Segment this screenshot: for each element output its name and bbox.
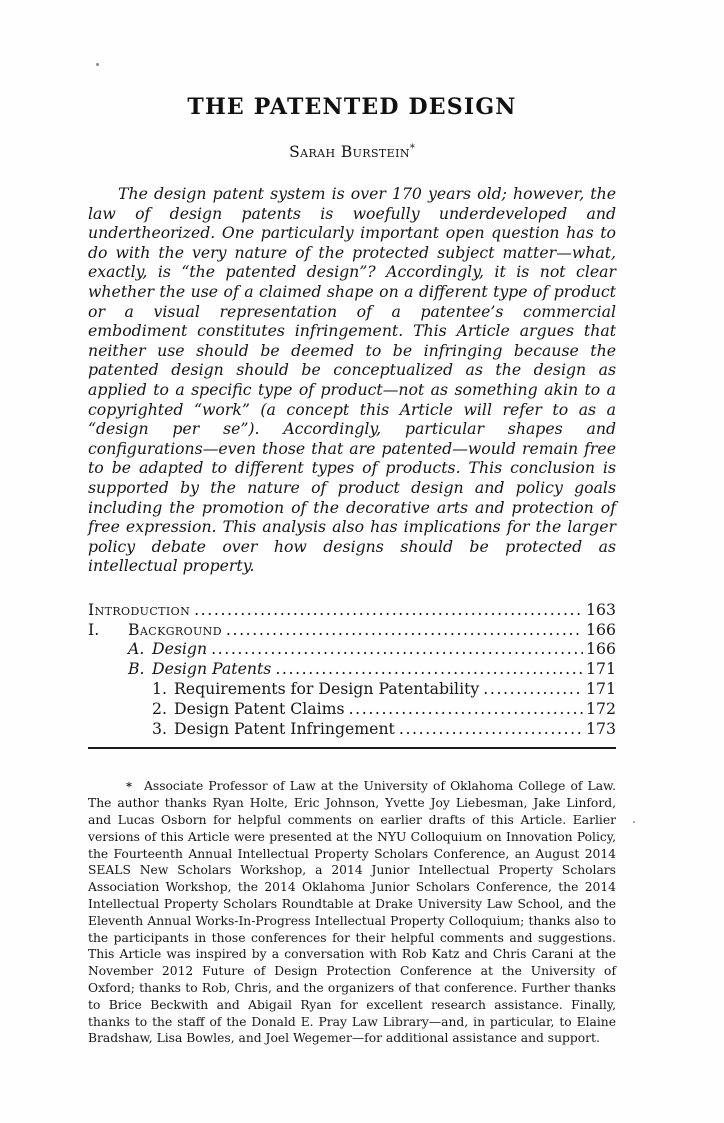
author-name: Sarah Burstein — [289, 143, 410, 161]
toc-entry-requirements — [88, 679, 616, 699]
article-title: THE PATENTED DESIGN — [187, 94, 517, 120]
toc-entry-page: 171 — [586, 679, 616, 699]
table-of-contents — [88, 600, 616, 739]
toc-entry-background — [88, 620, 616, 640]
toc-entry-design — [88, 639, 616, 659]
dot-leader — [399, 719, 583, 739]
toc-entry-number: 1. — [152, 679, 167, 699]
toc-entry-page: 173 — [586, 718, 616, 738]
toc-entry-label: Design Patents — [152, 659, 272, 679]
dot-leader — [211, 639, 583, 659]
toc-entry-number: 2. — [152, 698, 167, 718]
toc-entry-page: 171 — [586, 659, 616, 679]
toc-entry-number: B. — [128, 659, 145, 679]
author-note-symbol: * — [409, 142, 415, 154]
toc-entry-number: I. — [88, 619, 100, 639]
toc-entry-infringement — [88, 719, 616, 739]
footnote-paragraph — [88, 778, 616, 1047]
scan-artifact-dot — [633, 821, 635, 823]
toc-entry-claims — [88, 699, 616, 719]
toc-entry-page: 172 — [586, 698, 616, 718]
dot-leader — [275, 659, 583, 679]
toc-entry-number: A. — [128, 639, 145, 659]
toc-entry-label: Requirements for Design Patentability — [174, 679, 480, 699]
toc-entry-page: 163 — [586, 599, 616, 619]
toc-entry-label: Design Patent Claims — [174, 698, 345, 718]
toc-entry-design-patents — [88, 659, 616, 679]
footnote-text: Associate Professor of Law at the University of Oklahoma College of Law. The author thanks Ryan Holte, Eric Johnson, Yvette Joy Liebesman, Jake Linford, and Lucas Osborn for helpful comments on earlier drafts of this Article. Earlier versions of this Article were presented at the NYU Colloquium on Innovation Policy, the Fourteenth Annual Intellectual Property Scholars Conference, an August 2014 SEALS New Scholars Workshop, a 2014 Junior Intellectual Property Scholars Association Workshop, the 2014 Oklahoma Junior Scholars Conference, the 2014 Intellectual Property Scholars Roundtable at Drake University Law School, and the Eleventh Annual Works-In-Progress Intellectual Property Colloquium; thanks also to the participants in those conferences for their helpful comments and suggestions. This Article was inspired by a conversation with Rob Katz and Chris Carani at the November 2012 Future of Design Protection Conference at the University of Oxford; thanks to Rob, Chris, and the organizers of that conference. Further thanks to Brice Beckwith and Abigail Ryan for excellent research assistance. Finally, thanks to the staff of the Donald E. Pray Law Library—and, in particular, to Elaine Bradshaw, Lisa Bowles, and Joel Wegemer—for additional assistance and support. — [88, 779, 616, 1046]
dot-leader — [483, 679, 583, 699]
dot-leader — [194, 600, 583, 620]
footnote-symbol: * — [126, 779, 133, 794]
abstract-paragraph: The design patent system is over 170 years old; however, the law of design patents is woefully underdeveloped and undertheorized. One particularly important open question has to do with the very nature of the protected subject matter—what, exactly, is “the patented design”? Accordingly, it is not clear whether the use of a claimed shape on a different type of product or a visual representation of a patentee’s commercial embodiment constitutes infringement. This Article argues that neither use should be deemed to be infringing because the patented design should be conceptualized as the design as applied to a specific type of product—not as something akin to a copyrighted “work” (a concept this Article will refer to as a “design per se”). Accordingly, particular shapes and configurations—even those that are patented—would remain free to be adapted to different types of products. This conclusion is supported by the nature of product design and policy goals including the promotion of the decorative arts and protection of free expression. This analysis also has implications for the larger policy debate over how designs should be protected as intellectual property. — [88, 184, 616, 576]
toc-entry-number: 3. — [152, 718, 167, 738]
toc-entry-label: Design Patent Infringement — [174, 718, 395, 738]
toc-entry-introduction — [88, 600, 616, 620]
page-content — [88, 0, 616, 1047]
toc-entry-label: Design — [152, 639, 208, 659]
toc-entry-page: 166 — [586, 619, 616, 639]
toc-entry-label: Background — [128, 619, 222, 639]
dot-leader — [226, 620, 583, 640]
footnote-separator-rule — [88, 747, 616, 749]
toc-entry-label: Introduction — [88, 599, 191, 619]
author-line — [88, 143, 616, 161]
toc-entry-page: 166 — [586, 639, 616, 659]
dot-leader — [349, 699, 583, 719]
